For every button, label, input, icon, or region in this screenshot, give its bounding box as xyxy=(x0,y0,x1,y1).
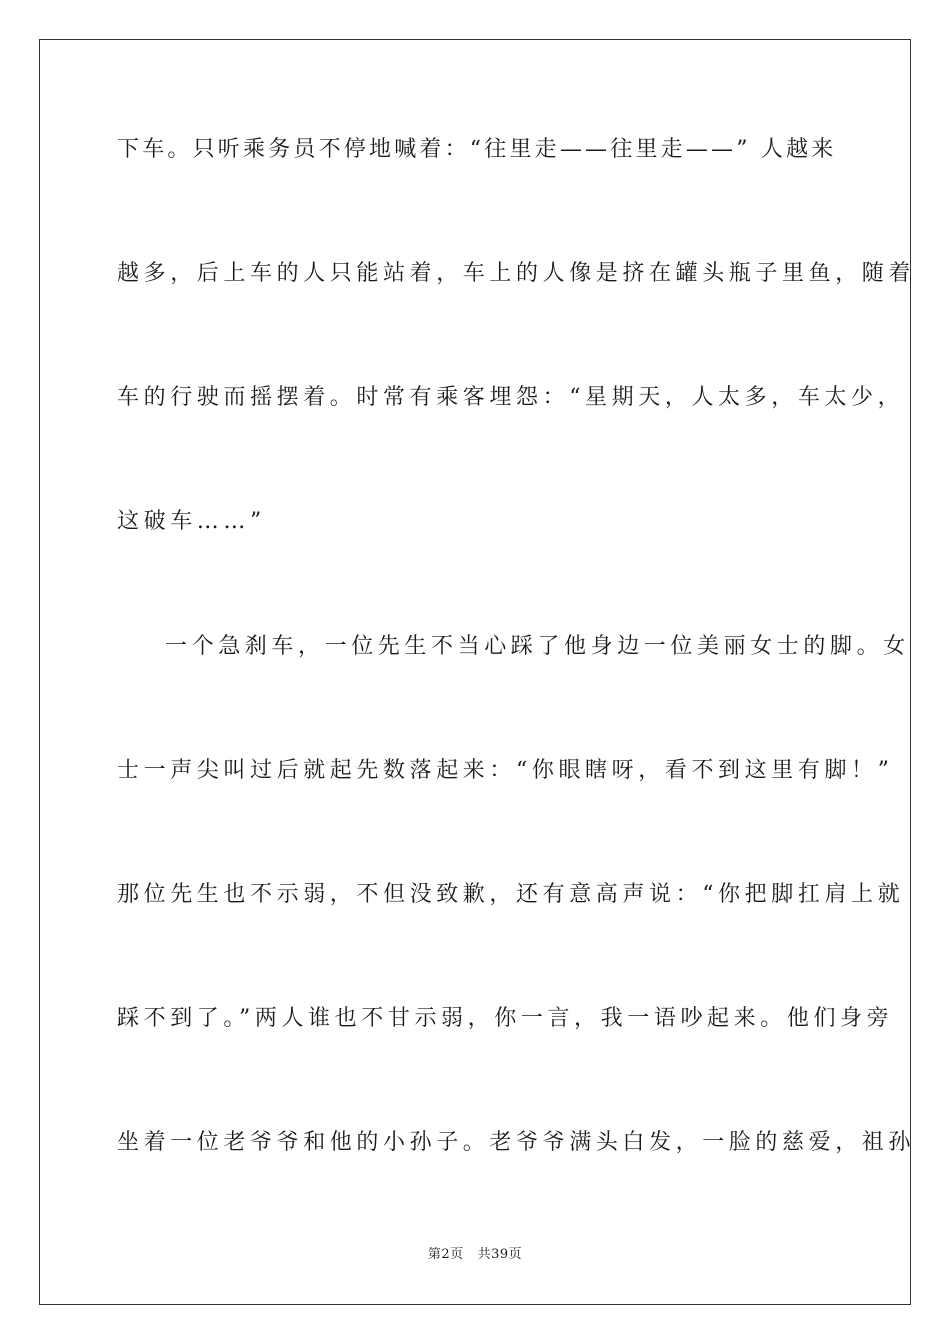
text-line-9: 坐着一位老爷爷和他的小孙子。老爷爷满头白发，一脸的慈爱，祖孙 xyxy=(117,1130,916,1155)
text-line-2: 越多，后上车的人只能站着，车上的人像是挤在罐头瓶子里鱼，随着 xyxy=(117,261,916,286)
text-line-3: 车的行驶而摇摆着。时常有乘客埋怨：“星期天，人太多，车太少， xyxy=(117,385,905,410)
page-footer xyxy=(0,1246,950,1264)
text-line-1: 下车。只听乘务员不停地喊着：“往里走——往里走——” 人越来 xyxy=(117,137,837,162)
text-line-4: 这破车……” xyxy=(117,509,266,534)
text-line-7: 那位先生也不示弱，不但没致歉，还有意高声说：“你把脚扛肩上就 xyxy=(117,882,905,907)
page-total: 共39页 xyxy=(477,1247,523,1262)
text-line-8: 踩不到了。”两人谁也不甘示弱，你一言，我一语吵起来。他们身旁 xyxy=(117,1006,894,1031)
page-frame xyxy=(39,39,916,1305)
page-number: 第2页 xyxy=(427,1247,464,1262)
text-line-5: 一个急刹车，一位先生不当心踩了他身边一位美丽女士的脚。女 xyxy=(165,634,910,659)
text-line-6: 士一声尖叫过后就起先数落起来：“你眼瞎呀，看不到这里有脚！” xyxy=(117,758,894,783)
